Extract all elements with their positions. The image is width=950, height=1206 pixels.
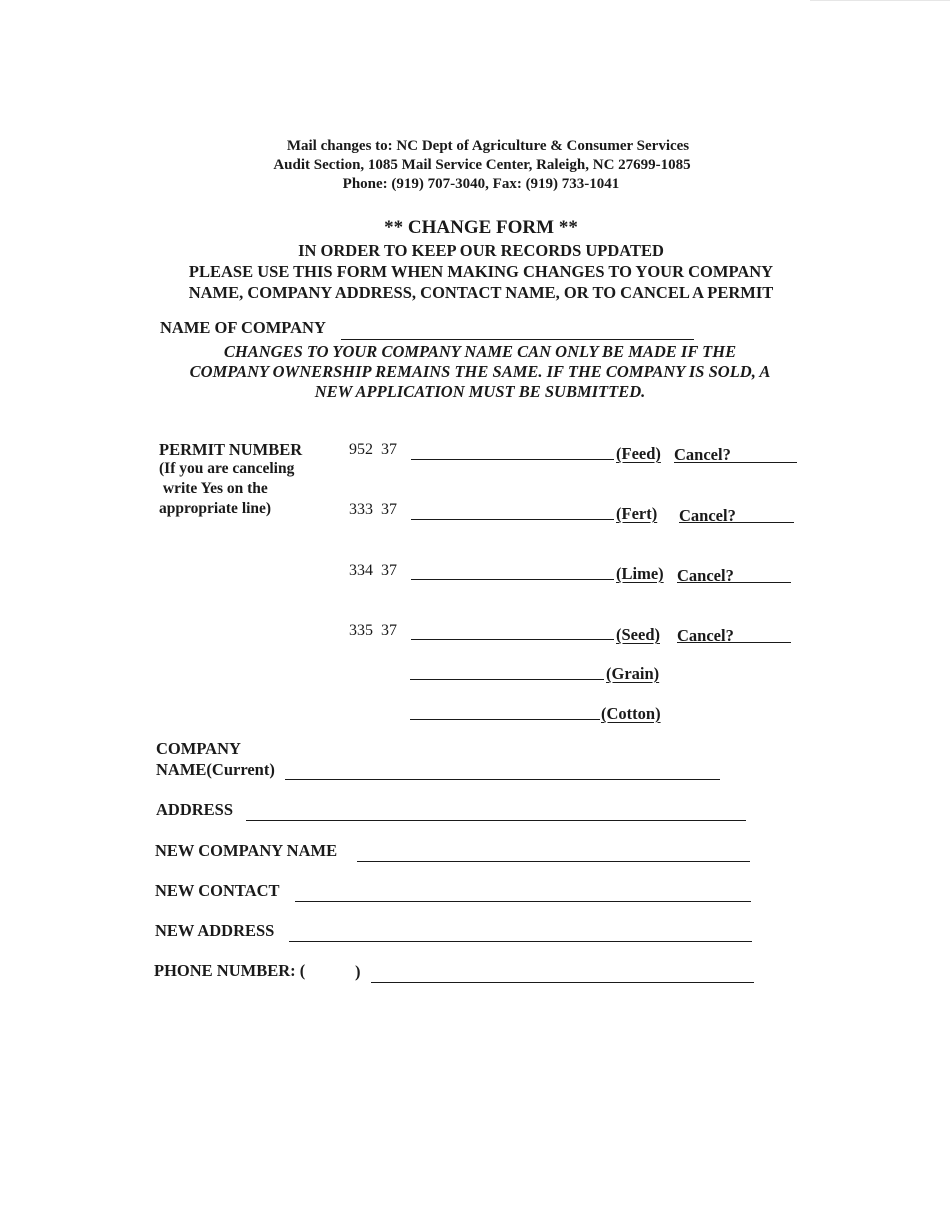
permit-prefix-feed: 952 37 — [349, 441, 397, 458]
notice-line-1: CHANGES TO YOUR COMPANY NAME CAN ONLY BE MADE IF THE — [223, 342, 737, 361]
permit-line-grain[interactable] — [410, 679, 604, 680]
permit-number-label: PERMIT NUMBER — [159, 440, 303, 459]
permit-type-grain: (Grain) — [606, 664, 660, 683]
permit-line-lime[interactable] — [411, 579, 614, 580]
title-sub-1: IN ORDER TO KEEP OUR RECORDS UPDATED — [298, 241, 664, 260]
cancel-label-lime: Cancel? — [677, 566, 734, 585]
new-contact-line[interactable] — [295, 901, 751, 902]
permit-type-feed: (Feed) — [616, 444, 661, 463]
new-address-line[interactable] — [289, 941, 752, 942]
company-name-label: NAME OF COMPANY — [160, 318, 326, 337]
permit-note-2: write Yes on the — [159, 480, 268, 497]
new-company-name-line[interactable] — [357, 861, 750, 862]
permit-type-lime: (Lime) — [616, 564, 664, 583]
cancel-label-seed: Cancel? — [677, 626, 734, 645]
phone-paren-close: ) — [355, 962, 361, 981]
cancel-label-feed: Cancel? — [674, 445, 731, 464]
permit-line-feed[interactable] — [411, 459, 614, 460]
form-title: ** CHANGE FORM ** — [384, 217, 578, 238]
permit-line-seed[interactable] — [411, 639, 614, 640]
notice-line-2: COMPANY OWNERSHIP REMAINS THE SAME. IF THE COMPANY IS SOLD, A — [189, 362, 771, 381]
cancel-line-fert[interactable] — [679, 522, 794, 523]
company-name-line[interactable] — [341, 339, 694, 340]
header-mail-to: Mail changes to: NC Dept of Agriculture & Consumer Services — [286, 138, 690, 154]
notice-line-3: NEW APPLICATION MUST BE SUBMITTED. — [314, 382, 646, 401]
new-address-label: NEW ADDRESS — [155, 921, 275, 940]
header-phone-fax: Phone: (919) 707-3040, Fax: (919) 733-1041 — [342, 176, 620, 192]
permit-prefix-lime: 334 37 — [349, 562, 397, 579]
phone-line[interactable] — [371, 982, 754, 983]
cancel-line-lime[interactable] — [677, 582, 791, 583]
permit-type-seed: (Seed) — [616, 625, 660, 644]
address-label: ADDRESS — [156, 800, 234, 819]
title-sub-3: NAME, COMPANY ADDRESS, CONTACT NAME, OR TO CANCEL A PERMIT — [188, 283, 774, 302]
permit-note-1: (If you are canceling — [159, 460, 295, 477]
cancel-line-feed[interactable] — [674, 462, 797, 463]
new-contact-label: NEW CONTACT — [155, 881, 280, 900]
title-sub-2: PLEASE USE THIS FORM WHEN MAKING CHANGES TO YOUR COMPANY — [188, 262, 774, 281]
cancel-line-seed[interactable] — [677, 642, 791, 643]
permit-note-3: appropriate line) — [159, 500, 272, 517]
company-current-line[interactable] — [285, 779, 720, 780]
company-current-label-1: COMPANY — [156, 739, 241, 758]
permit-line-fert[interactable] — [411, 519, 614, 520]
scan-edge — [810, 0, 950, 1]
permit-prefix-seed: 335 37 — [349, 622, 397, 639]
phone-label: PHONE NUMBER: ( — [154, 961, 306, 980]
permit-type-cotton: (Cotton) — [601, 704, 661, 723]
permit-type-fert: (Fert) — [616, 504, 658, 523]
header-address: Audit Section, 1085 Mail Service Center, Raleigh, NC 27699-1085 — [273, 157, 691, 173]
permit-line-cotton[interactable] — [410, 719, 600, 720]
address-line[interactable] — [246, 820, 746, 821]
company-current-label-2: NAME(Current) — [156, 760, 275, 779]
permit-prefix-fert: 333 37 — [349, 501, 397, 518]
new-company-name-label: NEW COMPANY NAME — [155, 841, 338, 860]
cancel-label-fert: Cancel? — [679, 506, 736, 525]
